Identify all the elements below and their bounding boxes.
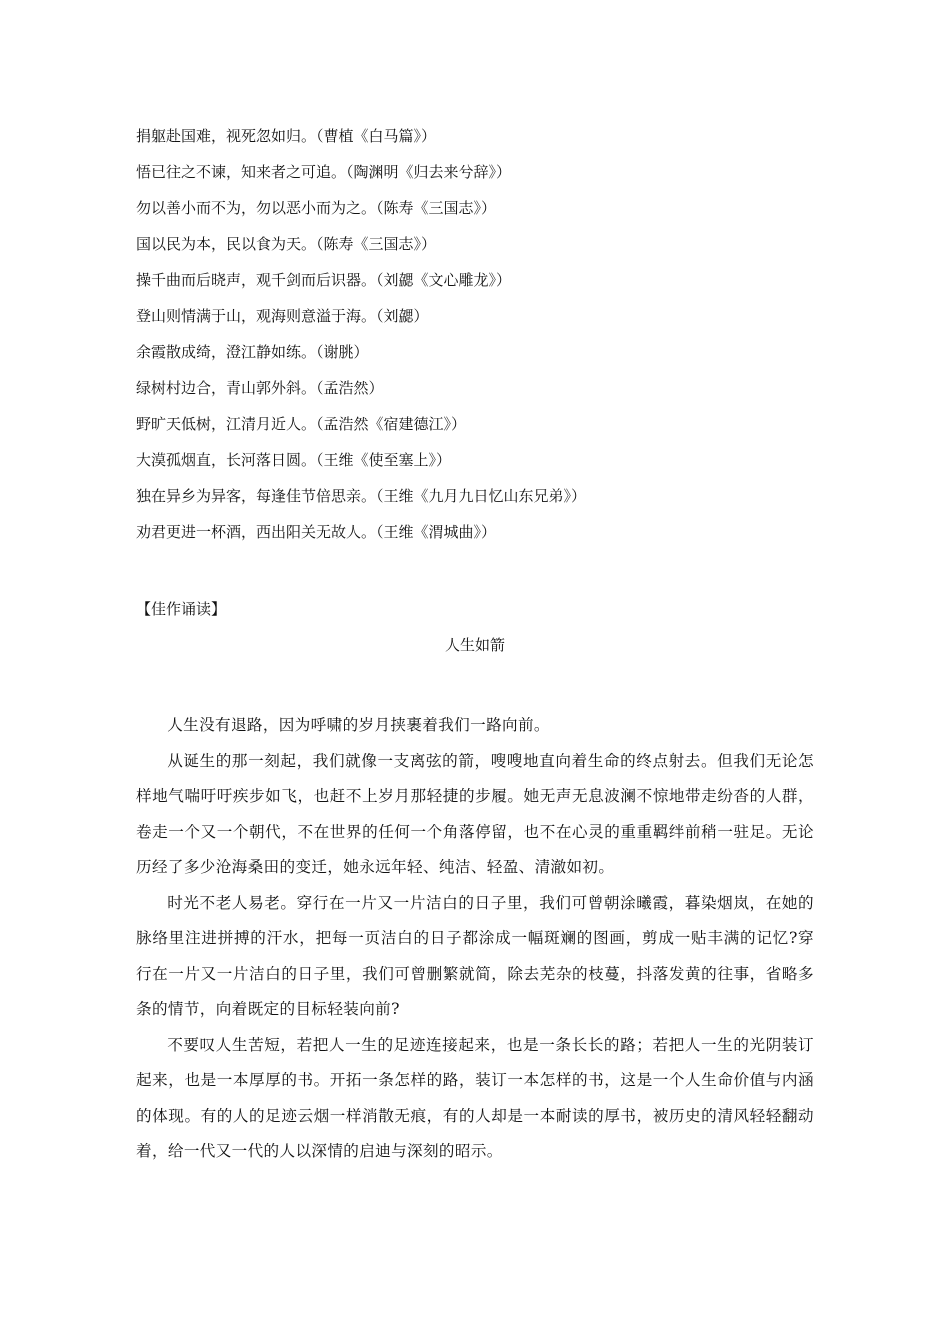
- quote-line: 野旷天低树，江清月近人。（孟浩然《宿建德江》）: [136, 415, 467, 433]
- essay-paragraph: 不要叹人生苦短，若把人一生的足迹连接起来，也是一条长长的路；若把人一生的光阴装订起来，也是一本厚厚的书。开拓一条怎样的路，装订一本怎样的书，这是一个人生命价值与内涵的体现。有的人的足迹云烟一样消散无痕，有的人却是一本耐读的厚书，被历史的清风轻轻翻动着，给一代又一代的人以深情的启迪与深刻的昭示。: [136, 1035, 814, 1160]
- quote-line: 独在异乡为异客，每逢佳节倍思亲。（王维《九月九日忆山东兄弟》）: [136, 487, 587, 505]
- quote-line: 劝君更进一杯酒，西出阳关无故人。（王维《渭城曲》）: [136, 523, 497, 541]
- quote-line: 绿树村边合，青山郭外斜。（孟浩然）: [136, 379, 384, 397]
- quote-line: 操千曲而后晓声，观千剑而后识器。（刘勰《文心雕龙》）: [136, 271, 512, 289]
- section-heading: 【佳作诵读】: [136, 600, 227, 618]
- quote-line: 捐躯赴国难，视死忽如归。（曹植《白马篇》）: [136, 127, 437, 145]
- quote-line: 余霞散成绮，澄江静如练。（谢朓）: [136, 343, 369, 361]
- quote-line: 悟已往之不谏，知来者之可追。（陶渊明《归去来兮辞》）: [136, 163, 512, 181]
- essay-paragraph: 时光不老人易老。穿行在一片又一片洁白的日子里，我们可曾朝涂曦霞，暮染烟岚，在她的脉络里注进拼搏的汗水，把每一页洁白的日子都涂成一幅斑斓的图画，剪成一贴丰满的记忆?穿行在一片又一片洁白的日子里，我们可曾删繁就简，除去芜杂的枝蔓，抖落发黄的往事，省略多条的情节，向着既定的目标轻装向前?: [136, 893, 814, 1018]
- essay-paragraph: 从诞生的那一刻起，我们就像一支离弦的箭，嗖嗖地直向着生命的终点射去。但我们无论怎样地气喘吁吁疾步如飞，也赶不上岁月那轻捷的步履。她无声无息波澜不惊地带走纷沓的人群，卷走一个又一个朝代，不在世界的任何一个角落停留，也不在心灵的重重羁绊前稍一驻足。无论历经了多少沧海桑田的变迁，她永远年轻、纯洁、轻盈、清澈如初。: [136, 751, 814, 876]
- essay-title: 人生如箭: [444, 636, 505, 654]
- quote-line: 大漠孤烟直，长河落日圆。（王维《使至塞上》）: [136, 451, 452, 469]
- essay-body: [136, 708, 814, 1170]
- quote-line: 国以民为本，民以食为天。（陈寿《三国志》）: [136, 235, 437, 253]
- essay-paragraph: 人生没有退路，因为呼啸的岁月挟裹着我们一路向前。: [167, 716, 550, 734]
- quote-line: 登山则情满于山，观海则意溢于海。（刘勰）: [136, 307, 429, 325]
- quote-line: 勿以善小而不为，勿以恶小而为之。（陈寿《三国志》）: [136, 199, 497, 217]
- quote-list: [136, 124, 836, 556]
